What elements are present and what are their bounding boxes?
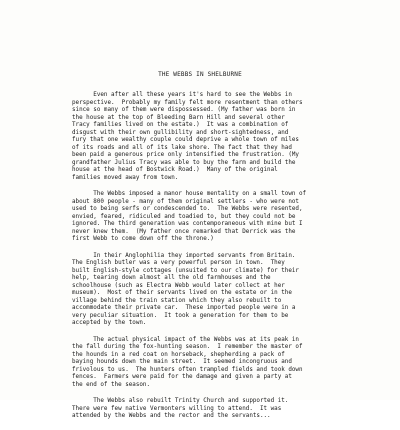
text-line: frivolous to us. The hunters often trampled fields and took down bbox=[72, 366, 303, 373]
text-line: The English butler was a very powerful person in town. They bbox=[72, 260, 285, 266]
text-line: fences. Farmers were paid for the damage and given a party at bbox=[72, 374, 292, 380]
text-line: grandfather Julius Tracy was able to buy the farm and build the bbox=[72, 159, 296, 166]
text-line: house at the head of Bostwick Road.) Many of the original bbox=[72, 167, 278, 173]
text-line: accommodate their private car. These imported people were in a bbox=[72, 305, 296, 311]
text-line: The Webbs imposed a manor house mentality on a small town of bbox=[72, 191, 307, 197]
text-line: the end of the season. bbox=[72, 381, 151, 388]
text-line: The Webbs also rebuilt Trinity Church and supported it. bbox=[72, 398, 289, 404]
text-line: village behind the train station which they also rebuilt to bbox=[72, 297, 282, 304]
text-line: disgust with their own gullibility and short-sightedness, and bbox=[72, 129, 289, 136]
text-line: schoolhouse (such as Electra Webb would later collect at her bbox=[72, 282, 285, 289]
paragraph-2 bbox=[72, 191, 392, 244]
text-line: built English-style cottages (unsuited to our climate) for their bbox=[72, 267, 299, 274]
paragraph-4 bbox=[72, 337, 392, 390]
text-line: families moved away from town. bbox=[72, 174, 179, 181]
text-line: There were few native Vermonters willing to attend. It was bbox=[72, 405, 282, 412]
text-line: since so many of them were dispossessed. (My father was born in bbox=[72, 107, 296, 113]
text-line: baying hounds down the main street. It seemed incongruous and bbox=[72, 359, 292, 365]
text-line: the house at the top of Bleeding Barn Hill and several other bbox=[72, 114, 285, 121]
text-line: The actual physical impact of the Webbs was at its peak in bbox=[72, 336, 299, 343]
text-line: first Webb to come down off the throne.) bbox=[72, 236, 214, 242]
document-body bbox=[72, 92, 392, 430]
text-line: ignored. The third generation was contemporaneous with mine but I bbox=[72, 221, 303, 227]
text-line: envied, feared, ridiculed and toadied to, but they could not be bbox=[72, 213, 296, 220]
text-line: Tracy families lived on the estate.) It was a combination of bbox=[72, 122, 289, 128]
text-line: perspective. Probably my family felt more resentment than others bbox=[72, 99, 303, 106]
document-title: THE WEBBS IN SHELBURNE bbox=[158, 71, 242, 78]
text-line: museum). Most of their servants lived on the estate or in the bbox=[72, 290, 292, 296]
paragraph-5 bbox=[72, 398, 392, 421]
text-line: the fall during the fox-hunting season. I remember the master of bbox=[72, 344, 303, 350]
text-line: fury that one wealthy couple could deprive a whole town of miles bbox=[72, 137, 299, 143]
text-line: help, tearing down almost all the old farmhouses and the bbox=[72, 275, 271, 281]
text-line: the hounds in a red coat on horseback, shepherding a pack of bbox=[72, 351, 285, 358]
paragraph-1 bbox=[72, 92, 392, 182]
text-line: never knew them. (My father once remarked that Derrick was the bbox=[72, 228, 296, 235]
text-line: about 800 people - many of them original settlers - who were not bbox=[72, 198, 299, 205]
text-line: accepted by the town. bbox=[72, 320, 147, 326]
text-line: of its roads and all of its lake shore. The fact that they had bbox=[72, 144, 292, 151]
text-line: used to being serfs or condescended to. The Webbs were resented, bbox=[72, 206, 303, 212]
text-line: attended by the Webbs and the rector and the servants... bbox=[72, 413, 271, 419]
text-line: Even after all these years it's hard to see the Webbs in bbox=[72, 92, 292, 98]
paragraph-3 bbox=[72, 253, 392, 328]
text-line: In their Anglophilia they imported servants from Britain. bbox=[72, 252, 296, 259]
text-line: very peculiar situation. It took a generation for them to be bbox=[72, 312, 289, 319]
text-line: been paid a generous price only intensified the frustration. (My bbox=[72, 152, 299, 158]
